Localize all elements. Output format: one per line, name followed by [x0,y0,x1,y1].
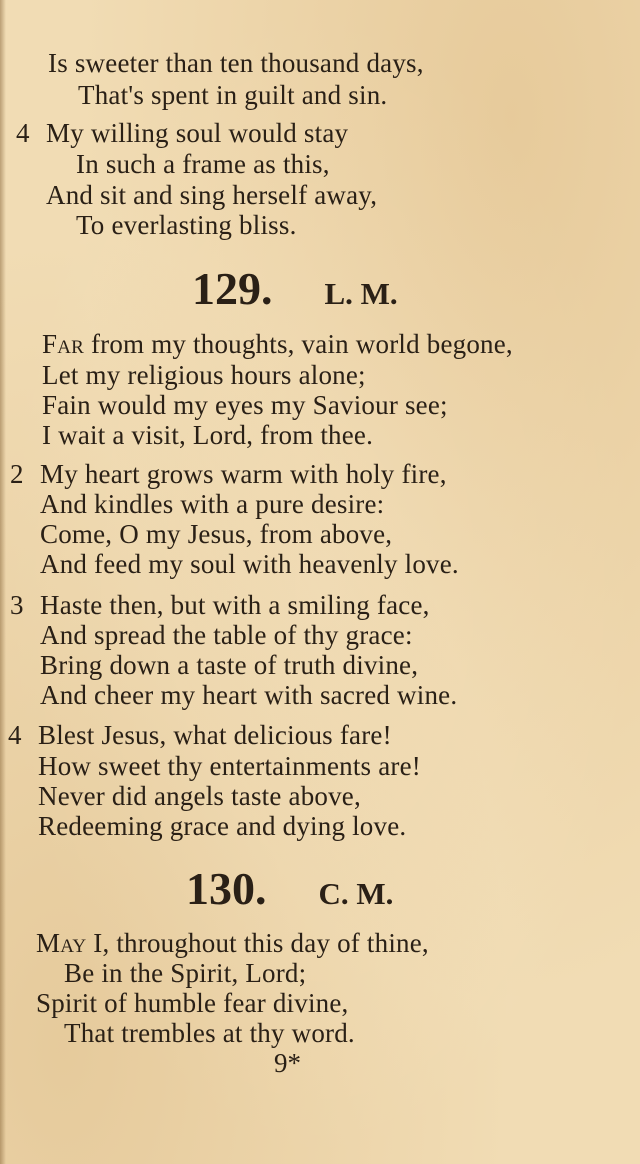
verse-line [36,928,429,958]
verse-line: I wait a visit, Lord, from thee. [42,420,374,450]
verse-line: Fain would my eyes my Saviour see; [42,390,448,420]
verse-line: Come, O my Jesus, from above, [40,519,393,549]
verse-number: 2 [10,459,24,489]
verse-line: And sit and sing herself away, [46,180,378,210]
verse-number: 4 [16,118,30,148]
continuation-line-2: That's spent in guilt and sin. [78,80,388,110]
drop-word: Far [42,329,85,359]
verse-line: And spread the table of thy grace: [40,620,413,650]
line-rest: from my thoughts, vain world begone, [84,329,513,359]
verse-line: My heart grows warm with holy fire, [40,459,447,489]
verse-line: Blest Jesus, what delicious fare! [38,720,392,750]
verse-line: To everlasting bliss. [76,210,297,240]
verse-line: And cheer my heart with sacred wine. [40,680,458,710]
verse-line: In such a frame as this, [76,149,330,179]
verse-line: Be in the Spirit, Lord; [64,958,307,988]
verse-line: That trembles at thy word. [64,1018,355,1048]
drop-word: May [36,928,87,958]
verse-line: And feed my soul with heavenly love. [40,549,459,579]
verse-number: 3 [10,590,24,620]
verse-line: Haste then, but with a smiling face, [40,590,430,620]
verse-line: Never did angels taste above, [38,781,361,811]
line-rest: I, throughout this day of thine, [86,928,429,958]
page-signature: 9* [274,1048,301,1078]
verse-line: Redeeming grace and dying love. [38,811,407,841]
hymn-meter: C. M. [318,876,394,911]
page-edge-shadow [0,0,6,1164]
verse-line [42,329,513,359]
hymn-heading [192,262,398,315]
continuation-line-1: Is sweeter than ten thousand days, [48,48,424,78]
hymn-number: 130. [186,863,267,914]
verse-line: My willing soul would stay [46,118,349,148]
verse-line: Let my religious hours alone; [42,360,366,390]
hymn-number: 129. [192,263,273,314]
hymn-meter: L. M. [324,276,398,311]
verse-line: Bring down a taste of truth divine, [40,650,419,680]
hymn-heading [186,862,393,915]
verse-line: And kindles with a pure desire: [40,489,385,519]
verse-number: 4 [8,720,22,750]
verse-line: Spirit of humble fear divine, [36,988,349,1018]
verse-line: How sweet thy entertainments are! [38,751,421,781]
